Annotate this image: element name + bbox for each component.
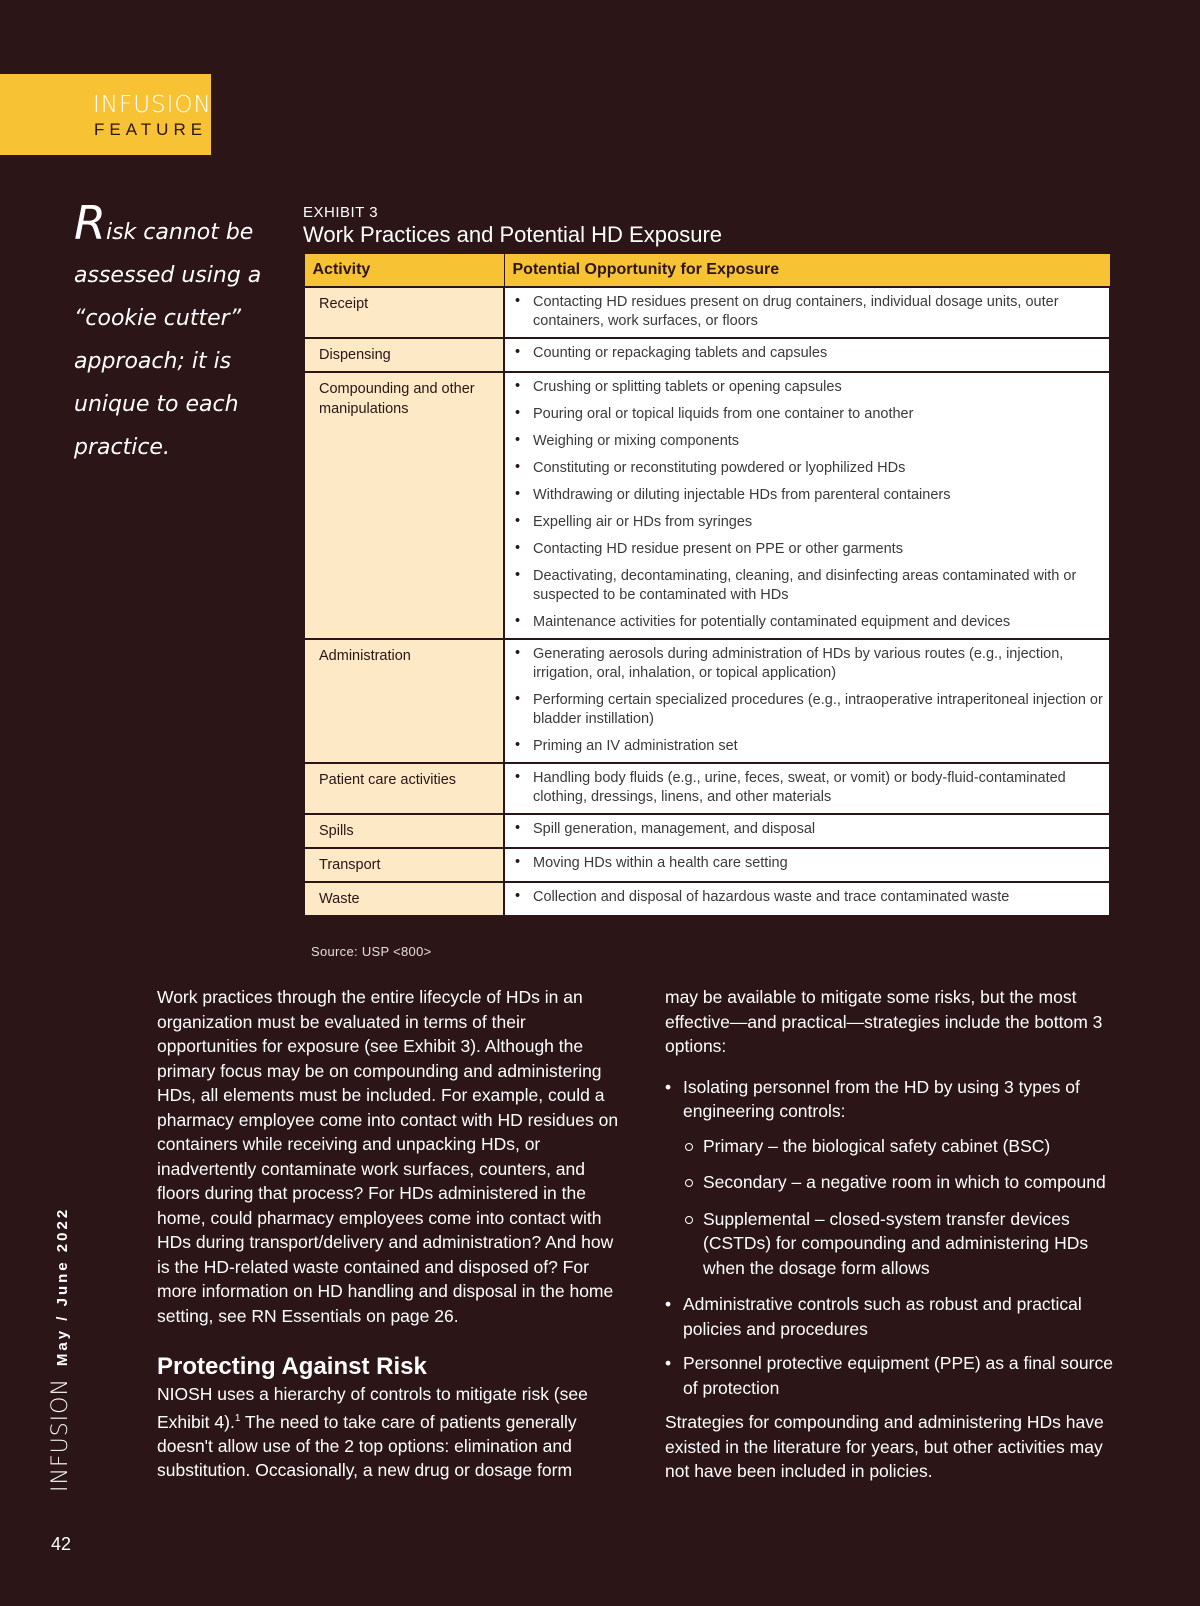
list-item: • Contacting HD residue present on PPE or other garments <box>533 540 1103 559</box>
list-item <box>665 1075 1115 1281</box>
paragraph-text: The need to take care of patients generally doesn't allow use of the 2 top options: elimination and substitution. Occasionally, a new drug or dosage form <box>157 1411 577 1481</box>
spine-footer <box>48 1206 73 1492</box>
table-source: Source: USP <800> <box>311 944 432 959</box>
table-row <box>304 882 1110 916</box>
list-item: • Counting or repackaging tablets and capsules <box>533 344 1103 363</box>
section-heading: Protecting Against Risk <box>157 1353 427 1380</box>
exhibit-title: Work Practices and Potential HD Exposure <box>303 222 722 247</box>
paragraph-text: NIOSH uses a hierarchy of controls to mitigate risk (see Exhibit 4). <box>157 1384 588 1432</box>
table-row <box>304 763 1110 814</box>
exhibit-table <box>303 253 1111 917</box>
list-item: • Deactivating, decontaminating, cleaning, and disinfecting areas contaminated with or suspected to be contaminated with HDs <box>533 567 1103 605</box>
activity-cell: Receipt <box>304 287 504 338</box>
list-item: • Administrative controls such as robust and practical policies and procedures <box>665 1292 1115 1341</box>
pull-quote-text: isk cannot be assessed using a “cookie cutter” approach; it is unique to each practice. <box>74 220 262 460</box>
page-number: 42 <box>51 1534 72 1554</box>
body-paragraph <box>157 1382 627 1483</box>
table-row <box>304 639 1110 763</box>
exposure-cell <box>504 287 1110 338</box>
footnote-ref: 1 <box>234 1412 241 1424</box>
table-row <box>304 287 1110 338</box>
list-item: • Maintenance activities for potentially contaminated equipment and devices <box>533 613 1103 632</box>
list-item: • Contacting HD residues present on drug containers, individual dosage units, outer containers, work surfaces, or floors <box>533 293 1103 331</box>
exposure-cell <box>504 639 1110 763</box>
list-item: • Collection and disposal of hazardous waste and trace contaminated waste <box>533 888 1103 907</box>
body-paragraph: may be available to mitigate some risks, but the most effective—and practical—strategies include the bottom 3 options: <box>665 987 1103 1056</box>
list-item: • Moving HDs within a health care setting <box>533 854 1103 873</box>
body-paragraph: Strategies for compounding and administering HDs have existed in the literature for years, but other activities may not have been included in policies. <box>665 1412 1104 1481</box>
exposure-cell <box>504 338 1110 372</box>
pull-quote-initial: R <box>74 196 106 250</box>
list-item: • Spill generation, management, and disposal <box>533 820 1103 839</box>
activity-cell: Dispensing <box>304 338 504 372</box>
table-header-row <box>304 254 1110 288</box>
exposure-cell <box>504 814 1110 848</box>
controls-list <box>665 1075 1115 1401</box>
spine-brand: INFUSION <box>48 1378 73 1492</box>
table-row <box>304 338 1110 372</box>
activity-cell: Administration <box>304 639 504 763</box>
badge-section: FEATURE <box>94 120 208 139</box>
activity-cell: Spills <box>304 814 504 848</box>
exposure-cell <box>504 763 1110 814</box>
sub-list-item: Secondary – a negative room in which to compound <box>683 1170 1115 1195</box>
activity-cell: Transport <box>304 848 504 882</box>
pull-quote <box>74 196 264 469</box>
feature-badge <box>0 74 211 155</box>
header-activity: Activity <box>304 254 504 288</box>
list-item: • Constituting or reconstituting powdered or lyophilized HDs <box>533 459 1103 478</box>
exhibit-label: EXHIBIT 3 <box>303 204 379 221</box>
list-item: • Priming an IV administration set <box>533 737 1103 756</box>
activity-cell: Patient care activities <box>304 763 504 814</box>
table-row <box>304 372 1110 639</box>
sub-list-item: Primary – the biological safety cabinet (BSC) <box>683 1134 1115 1159</box>
list-item: • Expelling air or HDs from syringes <box>533 513 1103 532</box>
header-exposure: Potential Opportunity for Exposure <box>504 254 1110 288</box>
engineering-controls-list <box>683 1134 1115 1281</box>
exposure-cell <box>504 372 1110 639</box>
list-item: • Crushing or splitting tablets or opening capsules <box>533 378 1103 397</box>
list-item: • Pouring oral or topical liquids from one container to another <box>533 405 1103 424</box>
list-item: • Weighing or mixing components <box>533 432 1103 451</box>
list-item: • Personnel protective equipment (PPE) as a final source of protection <box>665 1351 1115 1400</box>
activity-cell: Waste <box>304 882 504 916</box>
table-row <box>304 848 1110 882</box>
list-item: • Handling body fluids (e.g., urine, feces, sweat, or vomit) or body-fluid-contaminated clothing, dressings, linens, and other materials <box>533 769 1103 807</box>
left-column <box>157 985 627 1483</box>
sub-list-item: Supplemental – closed-system transfer devices (CSTDs) for compounding and administering HDs when the dosage form allows <box>683 1207 1115 1281</box>
list-item: • Generating aerosols during administration of HDs by various routes (e.g., injection, irrigation, oral, inhalation, or topical application) <box>533 645 1103 683</box>
exposure-cell <box>504 882 1110 916</box>
list-item: • Performing certain specialized procedures (e.g., intraoperative intraperitoneal injection or bladder instillation) <box>533 691 1103 729</box>
table-row <box>304 814 1110 848</box>
exposure-cell <box>504 848 1110 882</box>
activity-cell: Compounding and other manipulations <box>304 372 504 639</box>
issue-date: May / June 2022 <box>54 1206 71 1367</box>
list-item-text: Isolating personnel from the HD by using 3 types of engineering controls: <box>683 1076 1080 1121</box>
badge-brand: INFUSION <box>93 92 212 118</box>
right-column <box>665 985 1115 1484</box>
list-item: • Withdrawing or diluting injectable HDs from parenteral containers <box>533 486 1103 505</box>
body-paragraph: Work practices through the entire lifecycle of HDs in an organization must be evaluated in terms of their opportunities for exposure (see Exhibit 3). Although the primary focus may be on compounding and administering HDs, all elements must be included. For example, could a pharmacy employee come into contact with HD residues on containers while receiving and unpacking HDs, or inadvertently contaminate work surfaces, counters, and floors during that process? For HDs administered in the home, could pharmacy employees come into contact with HDs during transport/delivery and administration? And how is the HD-related waste contained and disposed of? For more information on HD handling and disposal in the home setting, see RN Essentials on page 26. <box>157 987 619 1326</box>
